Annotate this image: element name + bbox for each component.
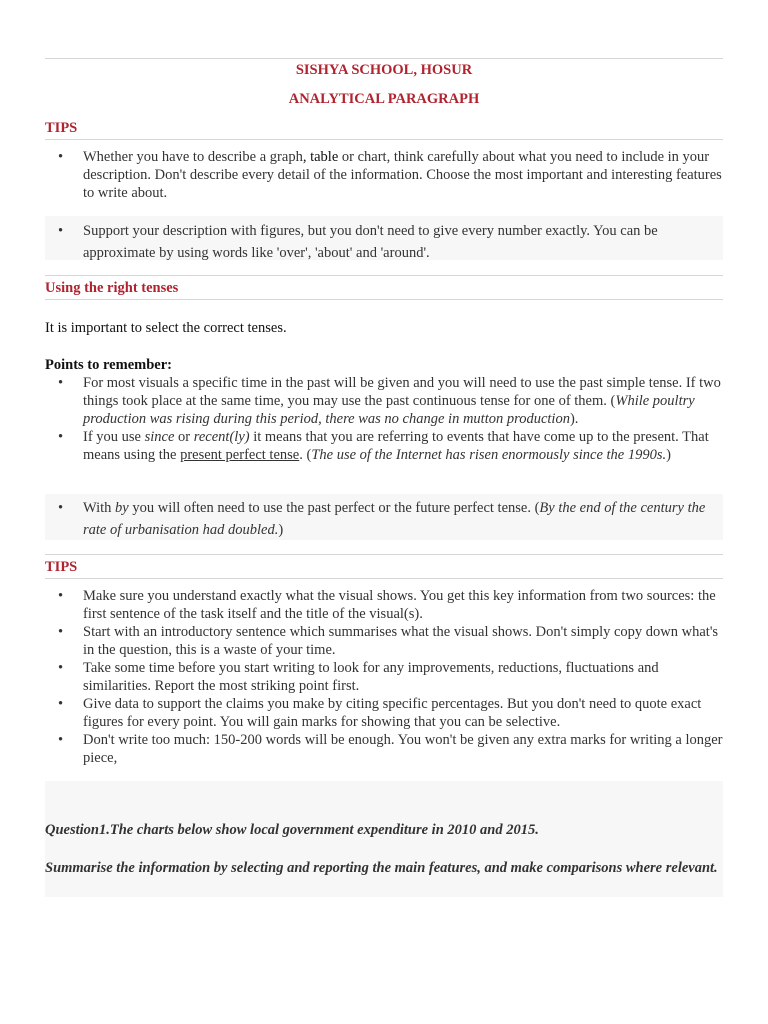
top-divider	[45, 58, 723, 59]
tips-heading-1: TIPS	[45, 120, 78, 136]
tips-list-1	[45, 148, 723, 202]
section-divider-2	[45, 554, 723, 555]
question-block	[45, 781, 723, 897]
points-shaded-block	[45, 494, 723, 540]
list-item: • Take some time before you start writing to look for any improvements, reductions, fluctuations and similarities. Report the most striking point first.	[45, 659, 723, 695]
tenses-intro: It is important to select the correct tenses.	[45, 320, 287, 336]
tips-divider-2	[45, 578, 723, 579]
list-item: • Make sure you understand exactly what the visual shows. You get this key information from two sources: the first sentence of the task itself and the title of the visual(s).	[45, 587, 723, 623]
list-item: • For most visuals a specific time in the past will be given and you will need to use the past simple tense. If two things took place at the same time, you may use the past continuous tense for one of them. (While poultry production was rising during this period, there was no change in mutton production).	[45, 374, 723, 428]
document-title: ANALYTICAL PARAGRAPH	[288, 91, 480, 107]
tips-list-2	[45, 587, 723, 767]
tenses-divider	[45, 299, 723, 300]
list-item: • Whether you have to describe a graph, table or chart, think carefully about what you need to include in your description. Don't describe every detail of the information. Choose the most important and interesting features to write about.	[45, 148, 723, 202]
list-item: • Start with an introductory sentence which summarises what the visual shows. Don't simply copy down what's in the question, this is a waste of your time.	[45, 623, 723, 659]
section-divider	[45, 275, 723, 276]
tips-divider-1	[45, 139, 723, 140]
tenses-heading: Using the right tenses	[45, 280, 179, 296]
school-title: SISHYA SCHOOL, HOSUR	[295, 62, 473, 78]
list-item: • Don't write too much: 150-200 words will be enough. You won't be given any extra marks for writing a longer piece,	[45, 731, 723, 767]
tips-heading-2: TIPS	[45, 559, 78, 575]
points-list	[45, 374, 723, 464]
list-item: • Support your description with figures, but you don't need to give every number exactly. You can be approximate by using words like 'over', 'about' and 'around'.	[45, 220, 723, 264]
question-line: Question1.The charts below show local government expenditure in 2010 and 2015.	[45, 822, 539, 838]
question-instruction: Summarise the information by selecting and reporting the main features, and make comparisons where relevant.	[45, 860, 718, 876]
list-item: • Give data to support the claims you make by citing specific percentages. But you don't need to quote exact figures for every point. You will gain marks for showing that you can be selective.	[45, 695, 723, 731]
tips-shaded-block	[45, 216, 723, 260]
list-item: • If you use since or recent(ly) it means that you are referring to events that have come up to the present. That means using the present perfect tense. (The use of the Internet has risen enormously since the 1990s.)	[45, 428, 723, 464]
list-item: • With by you will often need to use the past perfect or the future perfect tense. (By the end of the century the rate of urbanisation had doubled.)	[45, 497, 723, 541]
points-heading: Points to remember:	[45, 357, 172, 373]
